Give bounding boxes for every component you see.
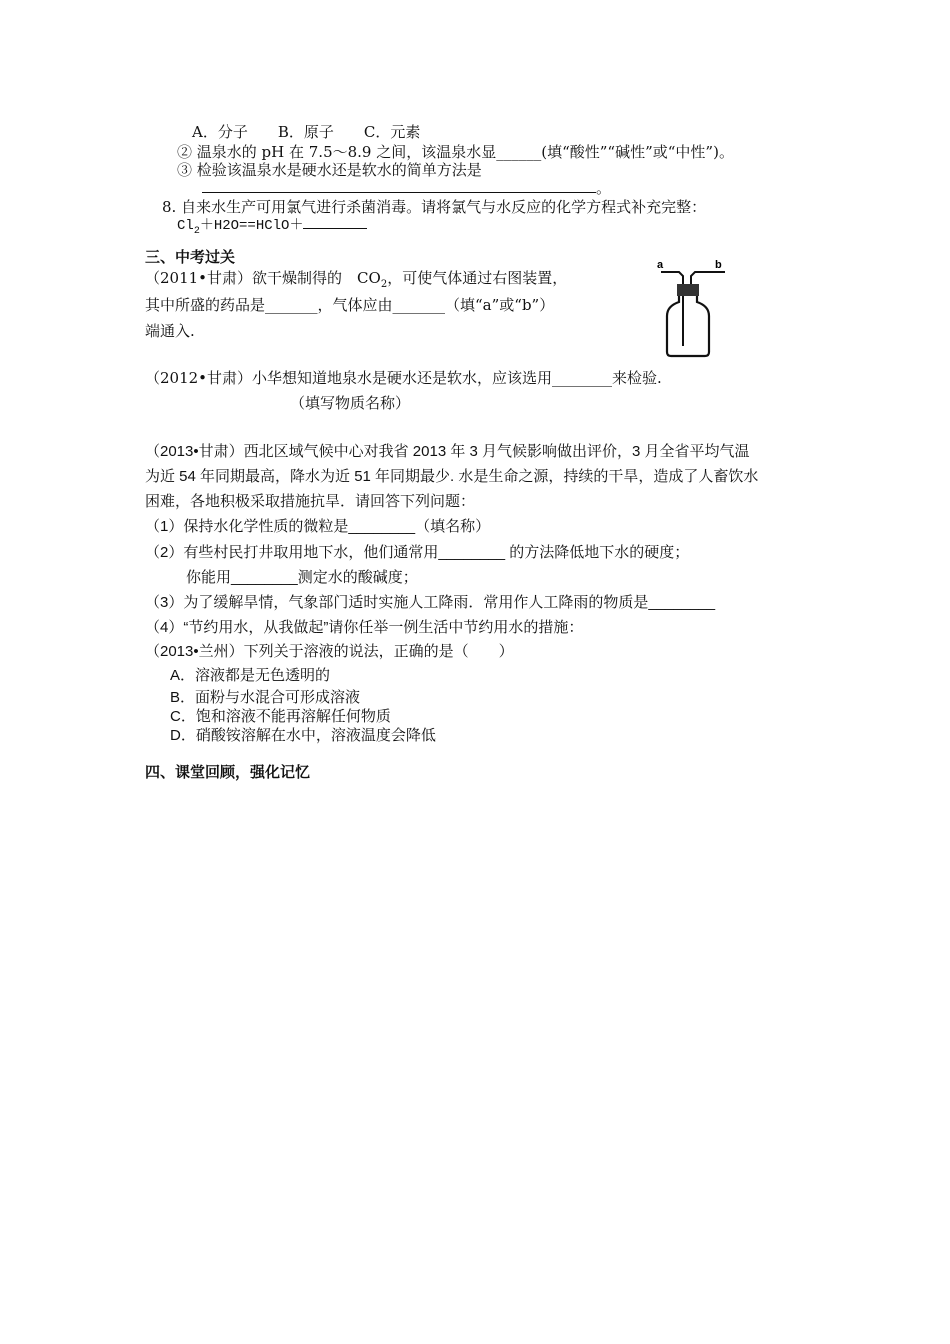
q2013gs-line2: 为近 54 年同期最高，降水为近 51 年同期最少. 水是生命之源，持续的干旱，造成了人畜饮水 <box>145 468 759 485</box>
q2013lz-option-d: D．硝酸铵溶解在水中，溶液温度会降低 <box>170 727 436 744</box>
answer-blank <box>202 178 596 193</box>
q7-sub3: ③ 检验该温泉水是硬水还是软水的简单方法是 <box>177 161 482 179</box>
q7-sub2: ② 温泉水的 pH 在 7.5～8.9 之间，该温泉水显______(填“酸性”“碱性”或“中性”)。 <box>177 143 734 161</box>
q2011-line1a: （2011•甘肃）欲干燥制得的 CO <box>145 269 381 287</box>
gas-washing-bottle-figure <box>655 258 735 358</box>
apparatus-label-b: b <box>715 259 722 271</box>
q2013gs-part4: （4）“节约用水，从我做起”请你任举一例生活中节约用水的措施： <box>145 619 584 636</box>
q8-equation <box>177 214 367 242</box>
q7-options: A．分子 B．原子 C．元素 <box>192 123 421 141</box>
q2011-line1 <box>145 268 567 295</box>
q8-stem: 8. 自来水生产可用氯气进行杀菌消毒。请将氯气与水反应的化学方程式补充完整： <box>162 198 707 216</box>
inlet-tube <box>661 272 683 346</box>
q2011-line1b: ，可使气体通过右图装置， <box>387 269 568 287</box>
q2013gs-line3: 困难，各地积极采取措施抗旱．请回答下列问题： <box>145 493 476 510</box>
q2012-line2: （填写物质名称） <box>290 394 411 412</box>
section-4-title: 四、课堂回顾，强化记忆 <box>145 764 311 781</box>
q2013lz-option-a: A．溶液都是无色透明的 <box>170 667 331 684</box>
q2013gs-part2b: 你能用________测定水的酸碱度； <box>186 569 418 586</box>
q2012-line1: （2012•甘肃）小华想知道地泉水是硬水还是软水，应该选用________来检验. <box>145 369 662 387</box>
q2013gs-line1: （2013•甘肃）西北区域气候中心对我省 2013 年 3 月气候影响做出评价，3 月全省平均气温 <box>145 443 750 460</box>
q2013lz-option-b: B．面粉与水混合可形成溶液 <box>170 689 361 706</box>
q2013gs-part2: （2）有些村民打井取用地下水，他们通常用________ 的方法降低地下水的硬度； <box>145 544 690 561</box>
answer-blank <box>303 214 367 229</box>
q7-sub3-answer-line <box>202 178 611 198</box>
q8-eq-suffix: ＋H2O==HClO＋ <box>199 218 304 234</box>
q2013lz-stem: （2013•兰州）下列关于溶液的说法，正确的是（ ） <box>145 643 514 660</box>
q7-sub3-end: 。 <box>596 179 612 197</box>
bottle-body <box>667 296 709 356</box>
rubber-stopper <box>677 284 699 296</box>
section-3-title: 三、中考过关 <box>145 249 236 266</box>
apparatus-label-a: a <box>657 259 664 271</box>
q8-eq-sub: 2 <box>193 225 200 237</box>
q2013gs-part3: （3）为了缓解旱情，气象部门适时实施人工降雨．常用作人工降雨的物质是________ <box>145 594 716 611</box>
q2011-line3: 端通入. <box>145 322 195 340</box>
q8-eq-prefix: Cl <box>177 218 194 234</box>
q2011-line2: 其中所盛的药品是_______，气体应由_______（填“a”或“b”） <box>145 296 555 314</box>
q2013lz-option-c: C．饱和溶液不能再溶解任何物质 <box>170 708 391 725</box>
q2013gs-part1: （1）保持水化学性质的微粒是________（填名称） <box>145 518 491 535</box>
q2011-sub: 2 <box>380 279 388 290</box>
